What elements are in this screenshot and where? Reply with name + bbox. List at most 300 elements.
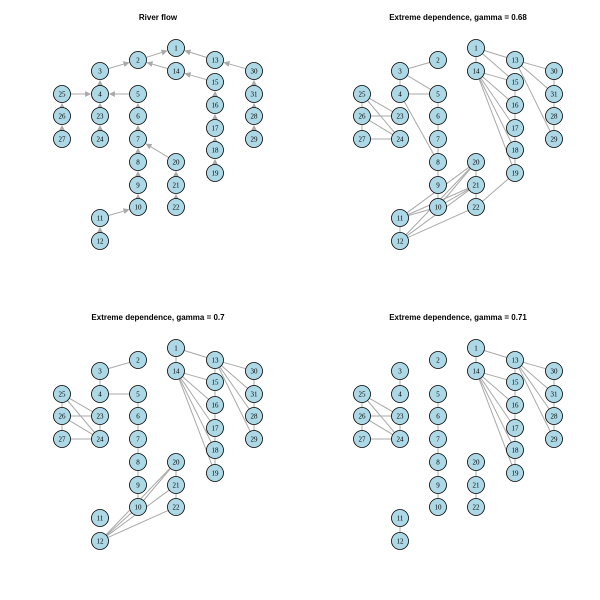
graph-node [92,233,109,250]
graph-node [130,431,147,448]
edge [482,179,508,202]
node-label: 10 [134,203,142,212]
graph-node [130,131,147,148]
graph-node [207,352,224,369]
panel-gamma-071 [354,313,563,550]
edge [369,398,392,411]
node-label: 16 [511,101,519,110]
graph-node [92,108,109,125]
edge [445,189,468,202]
edge-layer [62,351,254,538]
node-label: 2 [136,56,140,65]
node-label: 31 [550,390,558,399]
node-label: 19 [211,469,219,478]
node-layer [54,40,263,250]
node-label: 20 [172,458,180,467]
graph-node [546,63,563,80]
node-label: 9 [436,481,440,490]
graph-node [168,477,185,494]
node-label: 4 [398,90,402,99]
edge [143,468,170,500]
graph-node [354,86,371,103]
graph-node [392,131,409,148]
node-label: 13 [511,356,519,365]
edge [182,377,208,400]
node-label: 30 [250,67,258,76]
graph-node [392,386,409,403]
node-label: 12 [396,237,404,246]
graph-node [246,431,263,448]
graph-node [507,52,524,69]
panel-title: Extreme dependence, gamma = 0.68 [389,13,527,22]
node-label: 18 [511,146,519,155]
node-label: 15 [511,378,519,387]
graph-node [468,177,485,194]
graph-node [168,199,185,216]
panel-river-flow [54,13,263,250]
node-label: 14 [172,67,180,76]
edge [106,513,131,536]
node-label: 26 [358,112,366,121]
node-label: 5 [136,90,140,99]
node-label: 6 [436,412,440,421]
node-label: 17 [511,424,519,433]
node-label: 22 [472,503,480,512]
graph-node [168,340,185,357]
graph-node [392,108,409,125]
graph-node [92,533,109,550]
graph-node [507,165,524,182]
graph-node [507,465,524,482]
graph-node [507,120,524,137]
node-label: 27 [58,435,66,444]
node-label: 30 [250,367,258,376]
graph-node [130,177,147,194]
graph-node [246,63,263,80]
node-label: 26 [58,112,66,121]
graph-node [546,108,563,125]
node-label: 24 [396,435,404,444]
graph-node [130,499,147,516]
panel-title: Extreme dependence, gamma = 0.7 [91,313,225,322]
graph-node [130,386,147,403]
edge [369,98,392,111]
graph-node [354,108,371,125]
edge-layer [362,51,554,238]
edge [69,398,92,411]
graph-node [392,510,409,527]
node-label: 7 [136,135,140,144]
node-label: 4 [98,390,102,399]
node-label: 21 [472,181,480,190]
node-label: 3 [98,367,102,376]
node-label: 15 [511,78,519,87]
node-label: 29 [250,435,258,444]
graph-node [507,97,524,114]
node-label: 13 [511,56,519,65]
node-label: 31 [250,390,258,399]
node-label: 20 [472,458,480,467]
graph-node [246,386,263,403]
graph-node [54,131,71,148]
graph-node [92,386,109,403]
graph-node [468,499,485,516]
node-label: 27 [58,135,66,144]
node-label: 12 [396,537,404,546]
node-label: 9 [136,481,140,490]
node-label: 1 [174,344,178,353]
node-label: 28 [250,412,258,421]
node-label: 24 [96,435,104,444]
edge [523,362,546,368]
edge [69,420,92,434]
graph-node [92,63,109,80]
edge [146,51,167,58]
edge [146,144,169,158]
graph-node [546,431,563,448]
node-label: 11 [396,514,404,523]
graph-node [468,454,485,471]
graph-node [130,52,147,69]
graph-node [130,154,147,171]
node-label: 26 [358,412,366,421]
graph-node [207,374,224,391]
graph-node [54,108,71,125]
node-label: 16 [511,401,519,410]
node-label: 13 [211,356,219,365]
graph-node [468,63,485,80]
graph-node [168,63,185,80]
node-label: 28 [550,112,558,121]
graph-node [130,408,147,425]
graph-node [246,131,263,148]
node-label: 11 [396,214,404,223]
node-label: 22 [172,503,180,512]
node-label: 19 [511,169,519,178]
edge-layer [62,51,254,233]
node-label: 30 [550,67,558,76]
edge [181,378,210,421]
graph-node [468,154,485,171]
edge [147,63,168,69]
node-label: 10 [434,503,442,512]
edge [484,51,507,58]
graph-node [430,386,447,403]
node-label: 28 [550,412,558,421]
node-label: 22 [172,203,180,212]
node-label: 11 [96,214,104,223]
edge [185,74,207,80]
graph-node [507,397,524,414]
node-label: 16 [211,101,219,110]
graph-node [168,363,185,380]
graph-node [207,420,224,437]
graph-node [430,499,447,516]
graph-node [207,142,224,159]
graph-node [392,408,409,425]
node-label: 2 [436,56,440,65]
node-label: 31 [550,90,558,99]
graph-node [246,86,263,103]
edge [369,120,392,134]
graph-node [507,142,524,159]
node-label: 20 [172,158,180,167]
node-label: 17 [211,124,219,133]
graph-node [468,40,485,57]
graph-node [392,86,409,103]
graph-node [392,431,409,448]
node-label: 15 [211,78,219,87]
node-label: 4 [398,390,402,399]
node-label: 5 [136,390,140,399]
node-label: 23 [96,412,104,421]
graph-node [546,363,563,380]
panel-gamma-068 [354,13,563,250]
graph-node [430,52,447,69]
graph-node [392,363,409,380]
node-label: 12 [96,537,104,546]
panel-gamma-07 [54,313,263,550]
edge [108,63,129,69]
node-label: 29 [550,135,558,144]
node-label: 23 [96,112,104,121]
graph-node [392,233,409,250]
edge [520,367,549,409]
node-label: 25 [58,90,66,99]
graph-node [546,408,563,425]
node-label: 23 [396,112,404,121]
node-label: 8 [436,458,440,467]
node-label: 8 [436,158,440,167]
node-label: 9 [436,181,440,190]
node-label: 10 [134,503,142,512]
graph-node [430,131,447,148]
node-layer [354,340,563,550]
node-label: 3 [98,67,102,76]
edge [484,351,507,358]
graph-node [54,431,71,448]
node-label: 14 [172,367,180,376]
node-label: 2 [436,356,440,365]
graph-node [354,408,371,425]
node-label: 29 [250,135,258,144]
node-label: 29 [550,435,558,444]
graph-node [354,386,371,403]
node-label: 7 [436,435,440,444]
node-label: 14 [472,367,480,376]
graph-node [92,363,109,380]
node-label: 23 [396,412,404,421]
node-label: 18 [211,146,219,155]
graph-node [130,352,147,369]
node-label: 25 [358,90,366,99]
graph-node [92,210,109,227]
panel-title: River flow [138,13,178,22]
graph-node [130,477,147,494]
node-label: 21 [172,181,180,190]
edge [484,73,507,79]
node-label: 19 [511,469,519,478]
node-label: 26 [58,412,66,421]
node-label: 1 [474,44,478,53]
graph-node [468,340,485,357]
edge [523,62,546,68]
node-label: 7 [436,135,440,144]
node-label: 22 [472,203,480,212]
graph-node [246,108,263,125]
node-label: 8 [136,458,140,467]
node-label: 17 [211,424,219,433]
graph-node [207,165,224,182]
node-label: 30 [550,367,558,376]
graph-node [168,154,185,171]
graph-node [92,86,109,103]
node-label: 24 [96,135,104,144]
node-label: 6 [436,112,440,121]
graph-node [392,533,409,550]
edge [184,373,207,379]
edge [369,420,392,434]
graph-node [130,108,147,125]
graph-node [246,363,263,380]
graph-node [430,86,447,103]
graph-node [468,477,485,494]
graph-node [168,454,185,471]
node-label: 2 [136,356,140,365]
graph-node [168,40,185,57]
edge [220,367,249,409]
edge [482,77,508,100]
graph-node [507,374,524,391]
graph-node [207,442,224,459]
edge [521,66,547,89]
graph-node [430,431,447,448]
graph-node [507,352,524,369]
graph-node [430,199,447,216]
node-label: 28 [250,112,258,121]
graph-node [130,454,147,471]
graph-node [92,131,109,148]
edge [482,377,508,400]
edge [223,362,246,368]
edge [108,362,130,368]
node-label: 21 [172,481,180,490]
graph-node [546,131,563,148]
node-label: 8 [136,158,140,167]
graph-node [430,477,447,494]
node-label: 4 [98,90,102,99]
node-layer [54,340,263,550]
edge [521,366,547,389]
node-label: 3 [398,67,402,76]
edge [108,210,129,216]
graph-node [546,386,563,403]
node-label: 10 [434,203,442,212]
edge [404,101,434,154]
edge [481,78,510,121]
graph-node [54,408,71,425]
node-label: 25 [358,390,366,399]
node-label: 21 [472,481,480,490]
graph-node [207,97,224,114]
graph-node [130,199,147,216]
graph-node [207,74,224,91]
node-label: 14 [472,67,480,76]
graph-node [168,177,185,194]
node-label: 24 [396,135,404,144]
edge [481,378,510,421]
node-label: 15 [211,378,219,387]
graph-node [430,177,447,194]
graph-node [507,442,524,459]
node-label: 16 [211,401,219,410]
graph-node [430,352,447,369]
node-label: 25 [58,390,66,399]
node-label: 18 [511,446,519,455]
graph-node [468,199,485,216]
edge [185,51,207,58]
node-label: 13 [211,56,219,65]
node-layer [354,40,563,250]
node-label: 27 [358,135,366,144]
graph-node [430,154,447,171]
graph-node [546,86,563,103]
node-label: 12 [96,237,104,246]
graph-node [54,86,71,103]
node-label: 6 [136,412,140,421]
graph-node [54,386,71,403]
edge-layer [362,351,554,533]
graph-node [207,120,224,137]
graph-node [246,408,263,425]
node-label: 9 [136,181,140,190]
edge [407,75,430,89]
node-label: 3 [398,367,402,376]
node-label: 1 [474,344,478,353]
node-label: 18 [211,446,219,455]
graph-node [92,431,109,448]
node-label: 6 [136,112,140,121]
graph-node [92,408,109,425]
node-label: 31 [250,90,258,99]
node-label: 19 [211,169,219,178]
graph-node [430,454,447,471]
graph-node [430,408,447,425]
graph-node [430,108,447,125]
node-label: 5 [436,90,440,99]
edge [224,63,246,69]
graph-node [207,52,224,69]
graph-node [507,74,524,91]
edge [221,366,247,389]
graph-node [392,63,409,80]
edge [484,373,507,379]
node-label: 1 [174,44,178,53]
graph-node [92,510,109,527]
edge [408,62,430,68]
graph-node [354,131,371,148]
node-label: 20 [472,158,480,167]
node-label: 17 [511,124,519,133]
graph-node [392,210,409,227]
node-label: 11 [96,514,104,523]
graph-node [168,499,185,516]
graph-node [207,397,224,414]
node-label: 7 [136,435,140,444]
panel-title: Extreme dependence, gamma = 0.71 [389,313,527,322]
node-label: 5 [436,390,440,399]
node-label: 27 [358,435,366,444]
